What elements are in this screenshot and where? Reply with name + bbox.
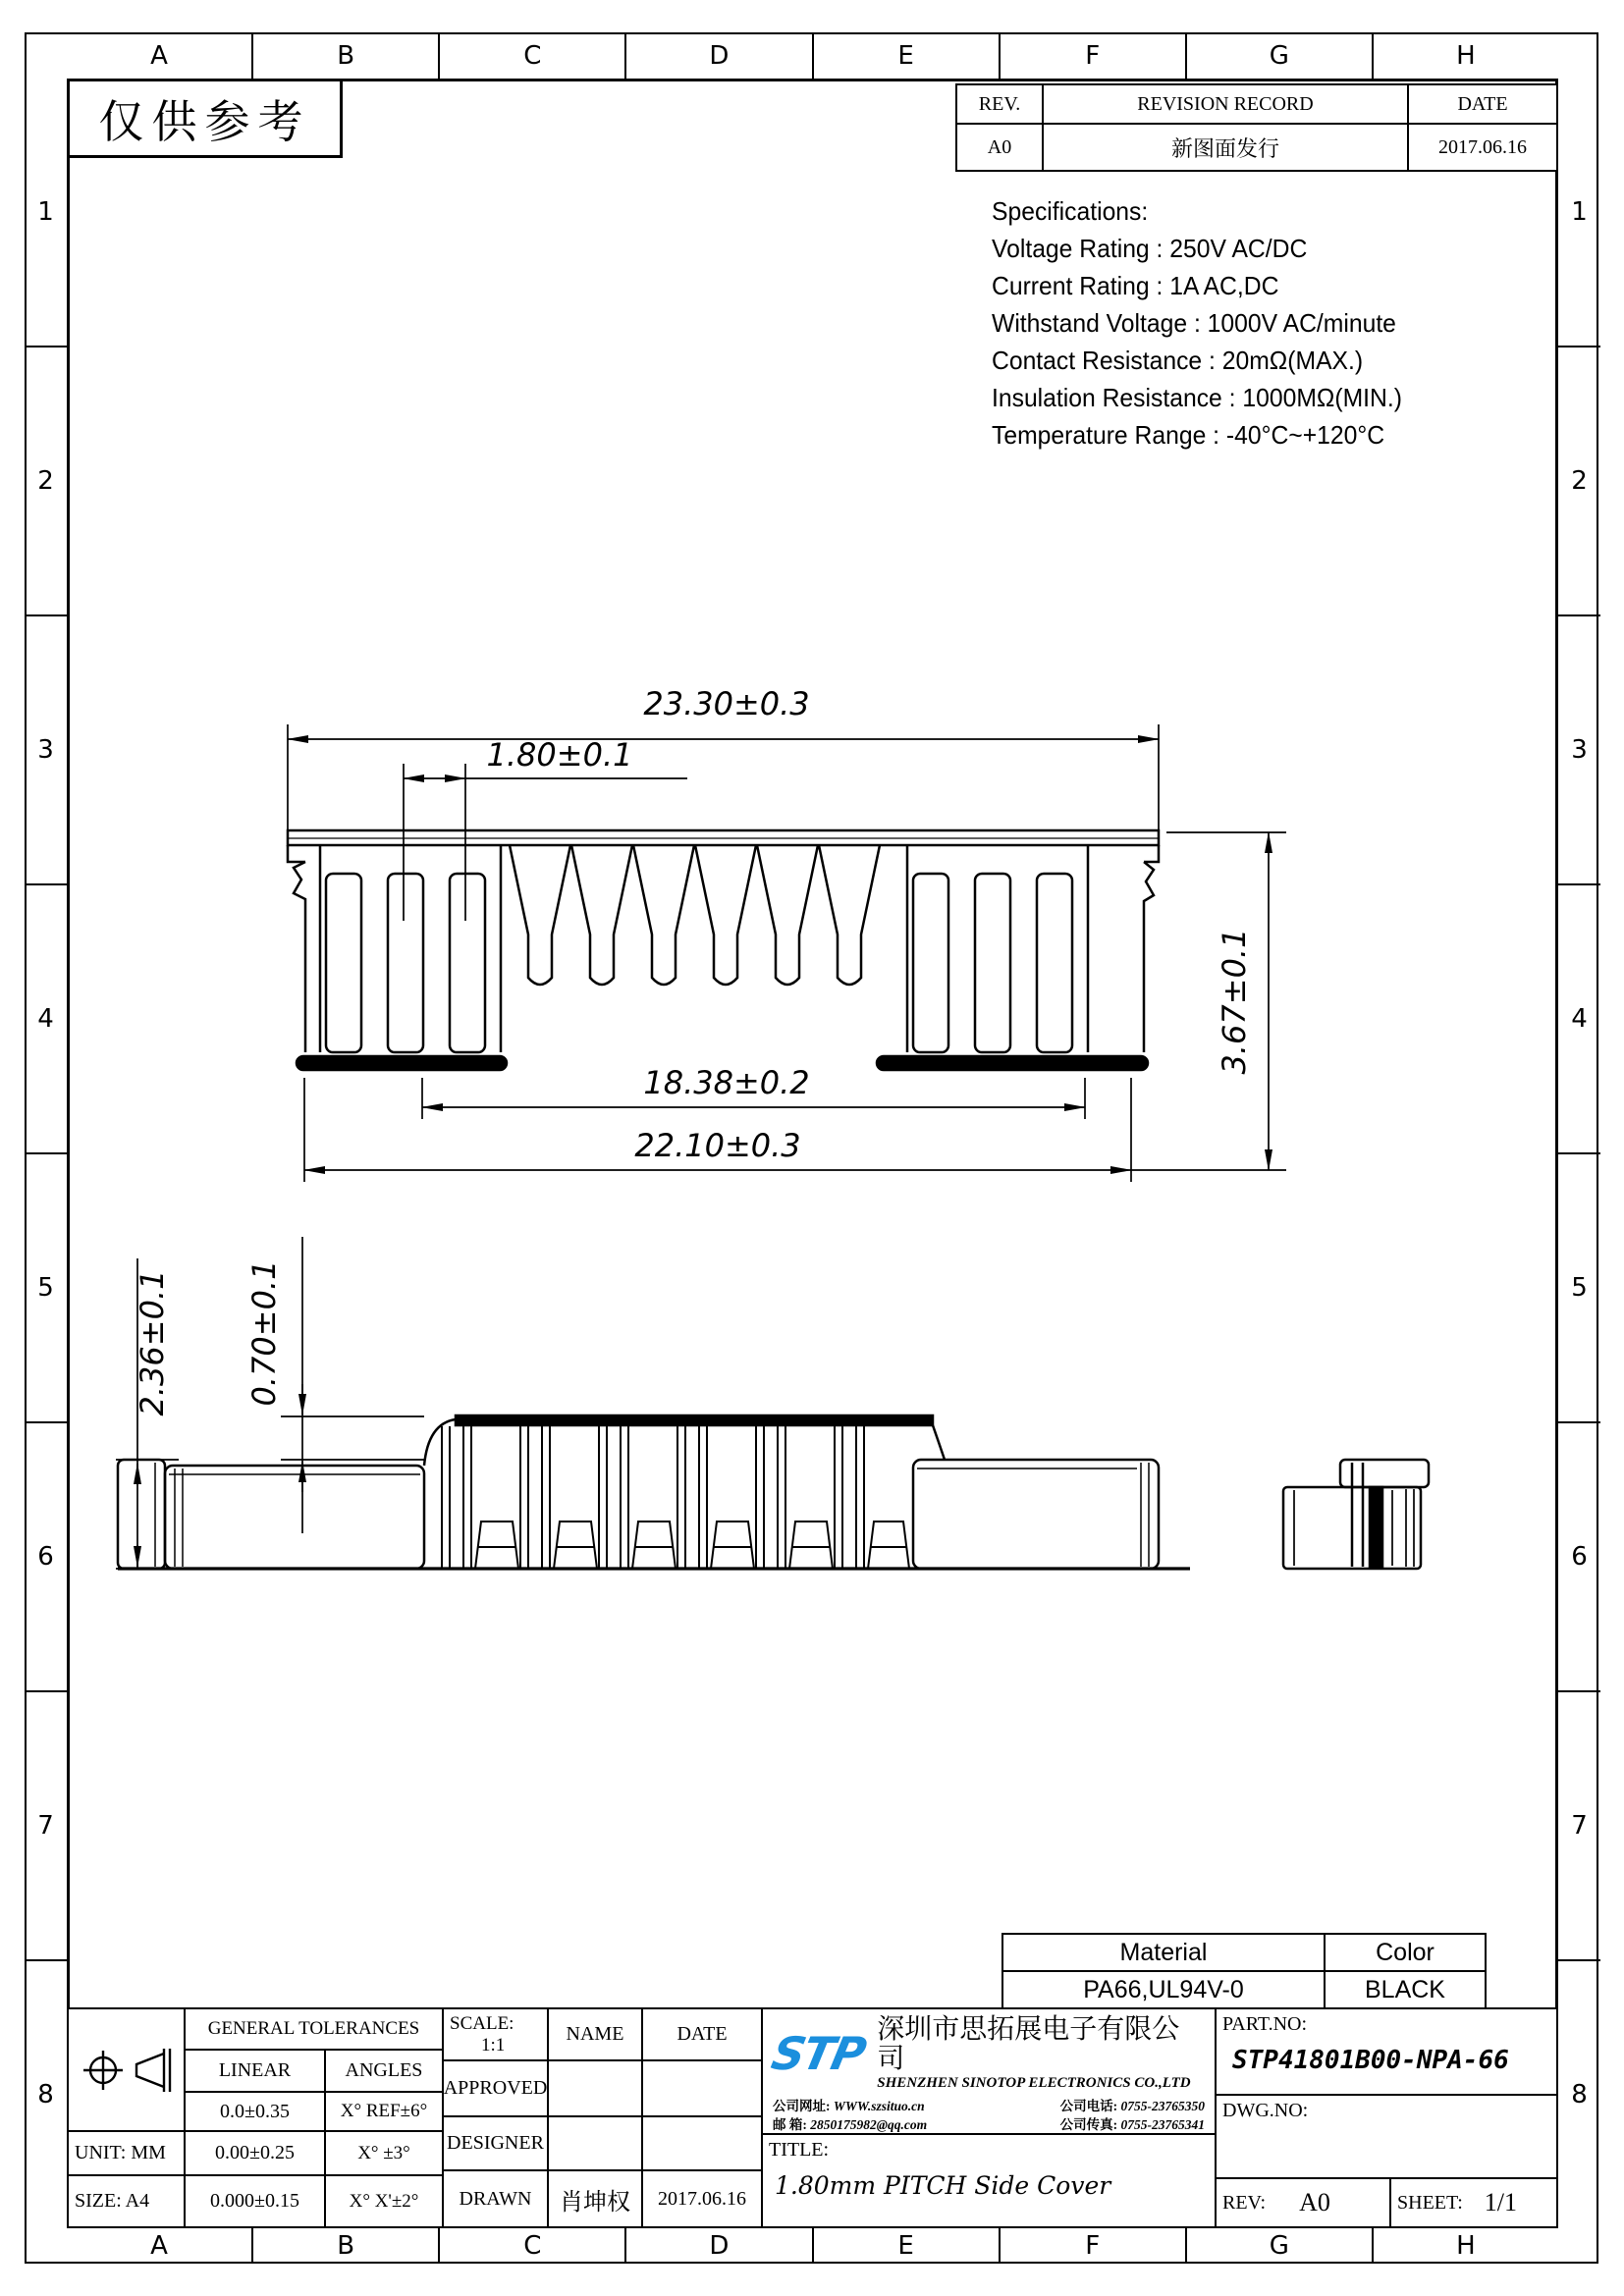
grid-col-label: C [438,32,624,79]
drawn-label: DRAWN [442,2169,549,2228]
title-block [67,2007,1558,2228]
company-name-cn: 深圳市思拓展电子有限公司 [877,2014,1180,2074]
fax-value: 0755-23765341 [1120,2117,1205,2132]
tolerance-linear-2: 0.00±0.25 [184,2130,326,2176]
dim-step-height: 0.70±0.1 [245,1259,283,1407]
grid-col-label: D [624,2228,811,2264]
specs-title: Specifications: [992,196,1149,226]
dim-pitch: 1.80±0.1 [486,736,633,774]
grid-row-label: 5 [25,1152,67,1421]
dim-overall-width: 23.30±0.3 [643,685,810,722]
grid-row-label: 2 [25,346,67,614]
grid-band-top [67,32,1558,79]
date-header: DATE [641,2007,763,2061]
specifications-block [992,192,1514,454]
rev-value: A0 [1299,2188,1330,2216]
website-value: WWW.szsituo.cn [833,2099,925,2113]
rev-value: A0 [957,125,1042,170]
tolerance-angle-3: X° X'±2° [324,2174,444,2228]
general-tolerances-header: GENERAL TOLERANCES [184,2007,444,2051]
side-view [98,1227,1512,1590]
material-color-table [1001,1933,1487,2010]
grid-col-label: G [1185,2228,1372,2264]
tolerance-angle-1: X° REF±6° [324,2091,444,2132]
grid-band-left [25,79,67,2228]
dim-inner-width: 18.38±0.2 [643,1064,810,1101]
spec-line: Insulation Resistance : 1000MΩ(MIN.) [992,383,1402,412]
dimension-lines [288,724,1286,1182]
dim-height: 3.67±0.1 [1216,928,1253,1075]
grid-col-label: A [150,2231,168,2261]
email-value: 2850175982@qq.com [810,2117,928,2132]
spec-line: Temperature Range : -40°C~+120°C [992,420,1385,450]
grid-col-label: F [999,32,1185,79]
unit-cell: UNIT: MM [67,2130,186,2176]
revision-date-value: 2017.06.16 [1409,125,1556,170]
approved-date-cell [641,2059,763,2117]
name-header: NAME [547,2007,643,2061]
grid-row-label: 3 [1558,614,1600,883]
top-section-view [137,667,1375,1202]
grid-col-label: E [812,2228,999,2264]
grid-col-label: A [150,40,168,71]
designer-label: DESIGNER [442,2115,549,2171]
color-header: Color [1326,1935,1485,1970]
projection-symbol-cell [67,2007,186,2132]
company-logo: STP [767,2027,869,2080]
designer-date-cell [641,2115,763,2171]
approved-name-cell [547,2059,643,2117]
approved-label: APPROVED [442,2059,549,2117]
revision-record-value: 新图面发行 [1044,125,1407,170]
grid-row-label: 8 [25,1959,67,2228]
tolerance-linear-3: 0.000±0.15 [184,2174,326,2228]
spec-line: Contact Resistance : 20mΩ(MAX.) [992,346,1364,375]
grid-row-label: 5 [1558,1152,1600,1421]
date-header: DATE [1409,85,1556,123]
email-label: 邮 箱: [773,2117,807,2132]
grid-row-label: 8 [1558,1959,1600,2228]
grid-row-label: 3 [25,614,67,883]
sheet-label: SHEET: [1397,2191,1463,2214]
color-value: BLACK [1326,1972,1485,2008]
grid-row-label: 1 [37,197,54,227]
sheet-cell [1389,2177,1558,2228]
sheet-value: 1/1 [1484,2188,1518,2216]
grid-row-label: 2 [1558,346,1600,614]
part-no-value: STP41801B00-NPA-66 [1232,2046,1509,2075]
drawing-title-cell [761,2133,1217,2228]
company-cell [761,2007,1217,2135]
linear-header: LINEAR [184,2049,326,2093]
grid-row-label: 7 [1558,1690,1600,1959]
grid-row-label: 1 [1571,197,1588,227]
fax-label: 公司传真: [1059,2117,1118,2132]
rev-cell [1215,2177,1391,2228]
third-angle-projection-icon [78,2040,176,2101]
material-header: Material [1003,1935,1324,1970]
dwg-no-cell: DWG.NO: [1215,2094,1558,2179]
dim-body-height: 2.36±0.1 [134,1269,171,1416]
spec-line: Voltage Rating : 250V AC/DC [992,234,1308,263]
grid-row-label: 4 [25,883,67,1152]
angles-header: ANGLES [324,2049,444,2093]
grid-row-label: 6 [25,1421,67,1690]
tolerance-linear-1: 0.0±0.35 [184,2091,326,2132]
website-label: 公司网址: [773,2099,831,2113]
phone-label: 公司电话: [1059,2099,1118,2113]
spec-line: Withstand Voltage : 1000V AC/minute [992,308,1396,338]
company-name-en: SHENZHEN SINOTOP ELECTRONICS CO.,LTD [877,2075,1191,2091]
phone-value: 0755-23765350 [1120,2099,1205,2113]
designer-name-cell [547,2115,643,2171]
scale-value: 1:1 [481,2035,506,2056]
dim-body-width: 22.10±0.3 [634,1127,801,1164]
scale-label: SCALE: [450,2013,514,2034]
grid-col-label: H [1372,2228,1558,2264]
grid-band-bottom [67,2228,1558,2264]
reference-only-watermark: 仅供参考 [67,79,343,158]
title-label: TITLE: [769,2139,830,2161]
size-cell: SIZE: A4 [67,2174,186,2228]
drawn-name: 肖坤权 [547,2169,643,2228]
grid-col-label: H [1372,32,1558,79]
tolerance-angle-2: X° ±3° [324,2130,444,2176]
grid-row-label: 4 [1558,883,1600,1152]
revision-table [955,83,1558,172]
part-outline-side-view [118,1415,1429,1569]
revision-record-header: REVISION RECORD [1044,85,1407,123]
grid-col-label: G [1185,32,1372,79]
drawn-date: 2017.06.16 [641,2169,763,2228]
grid-col-label: C [438,2228,624,2264]
grid-col-label: F [999,2228,1185,2264]
rev-header: REV. [957,85,1042,123]
grid-band-right [1558,79,1600,2228]
grid-col-label: D [624,32,811,79]
grid-col-label: E [812,32,999,79]
drawing-title: 1.80mm PITCH Side Cover [775,2171,1111,2200]
grid-col-label: B [251,2228,438,2264]
rev-label: REV: [1222,2191,1267,2214]
material-value: PA66,UL94V-0 [1003,1972,1324,2008]
grid-row-label: 7 [25,1690,67,1959]
spec-line: Current Rating : 1A AC,DC [992,271,1279,300]
part-no-label: PART.NO: [1222,2013,1308,2035]
scale-cell [442,2007,549,2061]
part-outline-top-view [288,830,1159,1070]
grid-row-label: 6 [1558,1421,1600,1690]
part-no-cell [1215,2007,1558,2096]
grid-col-label: B [251,32,438,79]
